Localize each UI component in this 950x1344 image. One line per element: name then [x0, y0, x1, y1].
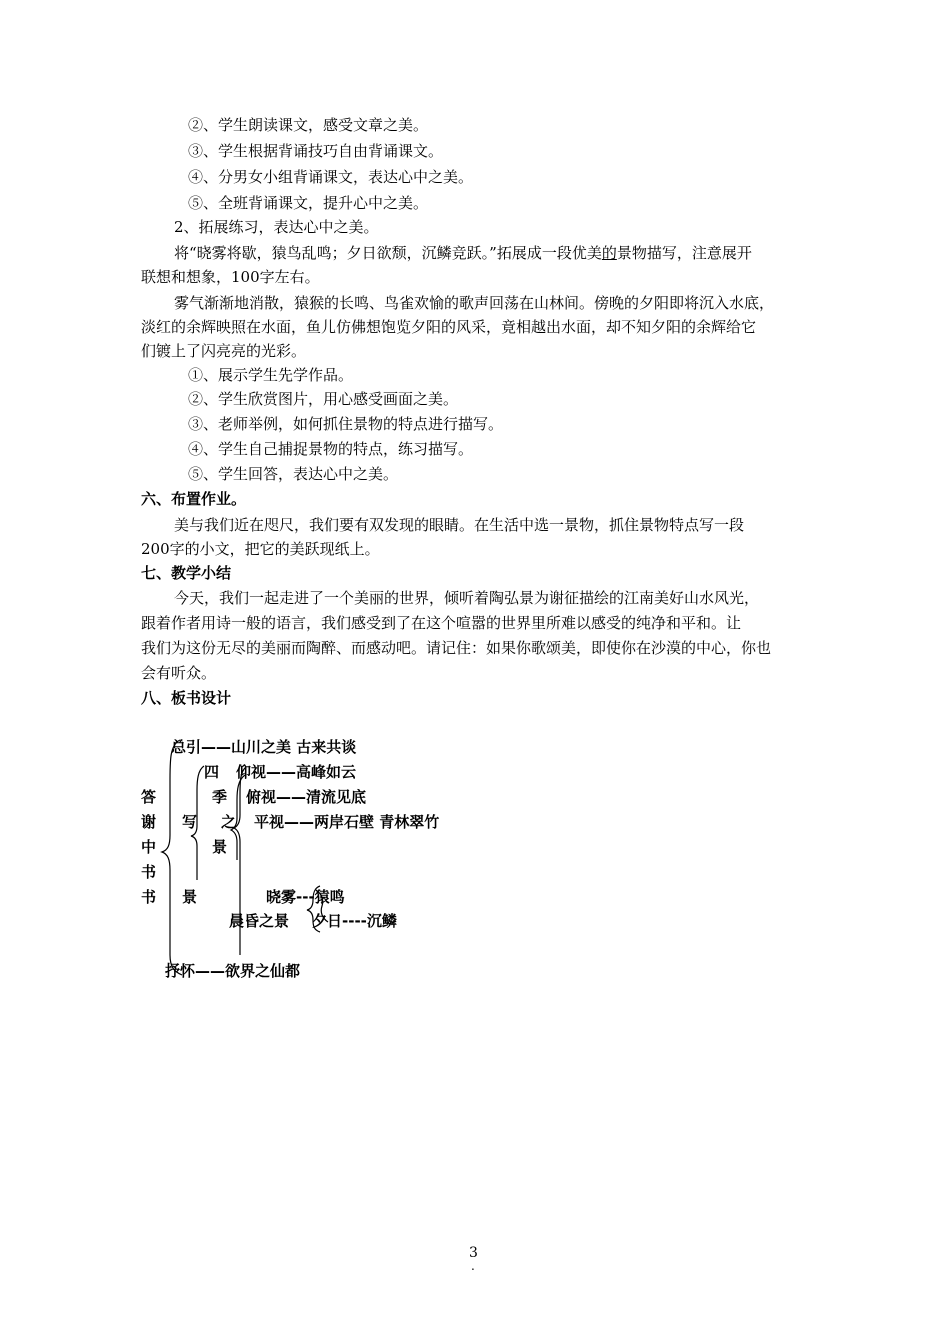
summary-text: 跟着作者用诗一般的语言，我们感受到了在这个喧嚣的世界里所难以感受的纯净和平和。让 — [141, 614, 742, 632]
board-view-down: 俯视——清流见底 — [246, 788, 367, 806]
step-item: ④、学生自己捕捉景物的特点，练习描写。 — [188, 440, 474, 458]
board-four-season: 季 — [212, 788, 228, 806]
board-dusk: 夕日----沉鳞 — [312, 912, 397, 930]
board-four-season: 四 — [204, 763, 220, 781]
board-title-char: 中 — [141, 838, 157, 856]
board-view-level: 平视——两岸石壁 青林翠竹 — [254, 813, 440, 831]
step-item: ②、学生朗读课文，感受文章之美。 — [188, 116, 429, 134]
board-title-char: 书 — [141, 888, 157, 906]
page-number-dot: . — [471, 1259, 475, 1273]
brace-main — [162, 740, 182, 975]
extension-prompt-line2: 联想和想象，100字左右。 — [141, 268, 320, 286]
step-item: ③、学生根据背诵技巧自由背诵课文。 — [188, 142, 444, 160]
board-write: 写 — [182, 813, 198, 831]
section-heading-summary: 七、教学小结 — [141, 564, 232, 582]
section-heading-homework: 六、布置作业。 — [141, 490, 247, 508]
board-scene: 景 — [182, 888, 198, 906]
board-feeling: 抒怀——欲界之仙都 — [165, 962, 301, 980]
step-item: ③、老师举例，如何抓住景物的特点进行描写。 — [188, 415, 504, 433]
prompt-underlined: 的 — [601, 244, 617, 262]
board-zhi: 之 — [221, 813, 237, 831]
page-number: 3 — [469, 1245, 478, 1261]
board-dawn: 晓雾---猿鸣 — [266, 888, 345, 906]
sample-paragraph-line: 雾气渐渐地消散，猿猴的长鸣、鸟雀欢愉的歌声回荡在山林间。傍晚的夕阳即将沉入水底， — [174, 294, 775, 312]
step-item: ①、展示学生先学作品。 — [188, 366, 354, 384]
step-item: ②、学生欣赏图片，用心感受画面之美。 — [188, 390, 459, 408]
board-title-char: 谢 — [141, 813, 157, 831]
step-item: ④、分男女小组背诵课文，表达心中之美。 — [188, 168, 474, 186]
summary-text: 我们为这份无尽的美丽而陶醉、而感动吧。请记住：如果你歌颂美，即使你在沙漠的中心，你也 — [141, 639, 772, 657]
board-intro: 总引——山川之美 古来共谈 — [171, 738, 357, 756]
prompt-text: 将“晓雾将歇，猿鸟乱鸣；夕日欲颓，沉鳞竞跃。”拓展成一段优美 — [174, 244, 602, 262]
board-view-up: 仰视——高峰如云 — [236, 763, 357, 781]
summary-text: 今天，我们一起走进了一个美丽的世界，倾听着陶弘景为谢征描绘的江南美好山水风光， — [174, 589, 760, 607]
homework-text: 美与我们近在咫尺，我们要有双发现的眼睛。在生活中选一景物，抓住景物特点写一段 — [174, 516, 745, 534]
step-item: ⑤、全班背诵课文，提升心中之美。 — [188, 194, 429, 212]
section-heading-board: 八、板书设计 — [141, 689, 232, 707]
summary-text: 会有听众。 — [141, 664, 217, 682]
step-item: ⑤、学生回答，表达心中之美。 — [188, 465, 399, 483]
sample-paragraph-line: 们镀上了闪亮亮的光彩。 — [141, 342, 307, 360]
board-four-season: 景 — [212, 838, 228, 856]
board-title-char: 答 — [141, 788, 157, 806]
extension-title: 2、拓展练习，表达心中之美。 — [174, 218, 379, 236]
sample-paragraph-line: 淡红的余辉映照在水面，鱼儿仿佛想饱览夕阳的风采，竟相越出水面，却不知夕阳的余辉给它 — [141, 318, 757, 336]
prompt-text: 景物描写，注意展开 — [616, 244, 752, 262]
board-dawn-dusk-scene: 晨昏之景 — [229, 912, 290, 930]
homework-text: 200字的小文，把它的美跃现纸上。 — [141, 540, 380, 558]
board-title-char: 书 — [141, 863, 157, 881]
